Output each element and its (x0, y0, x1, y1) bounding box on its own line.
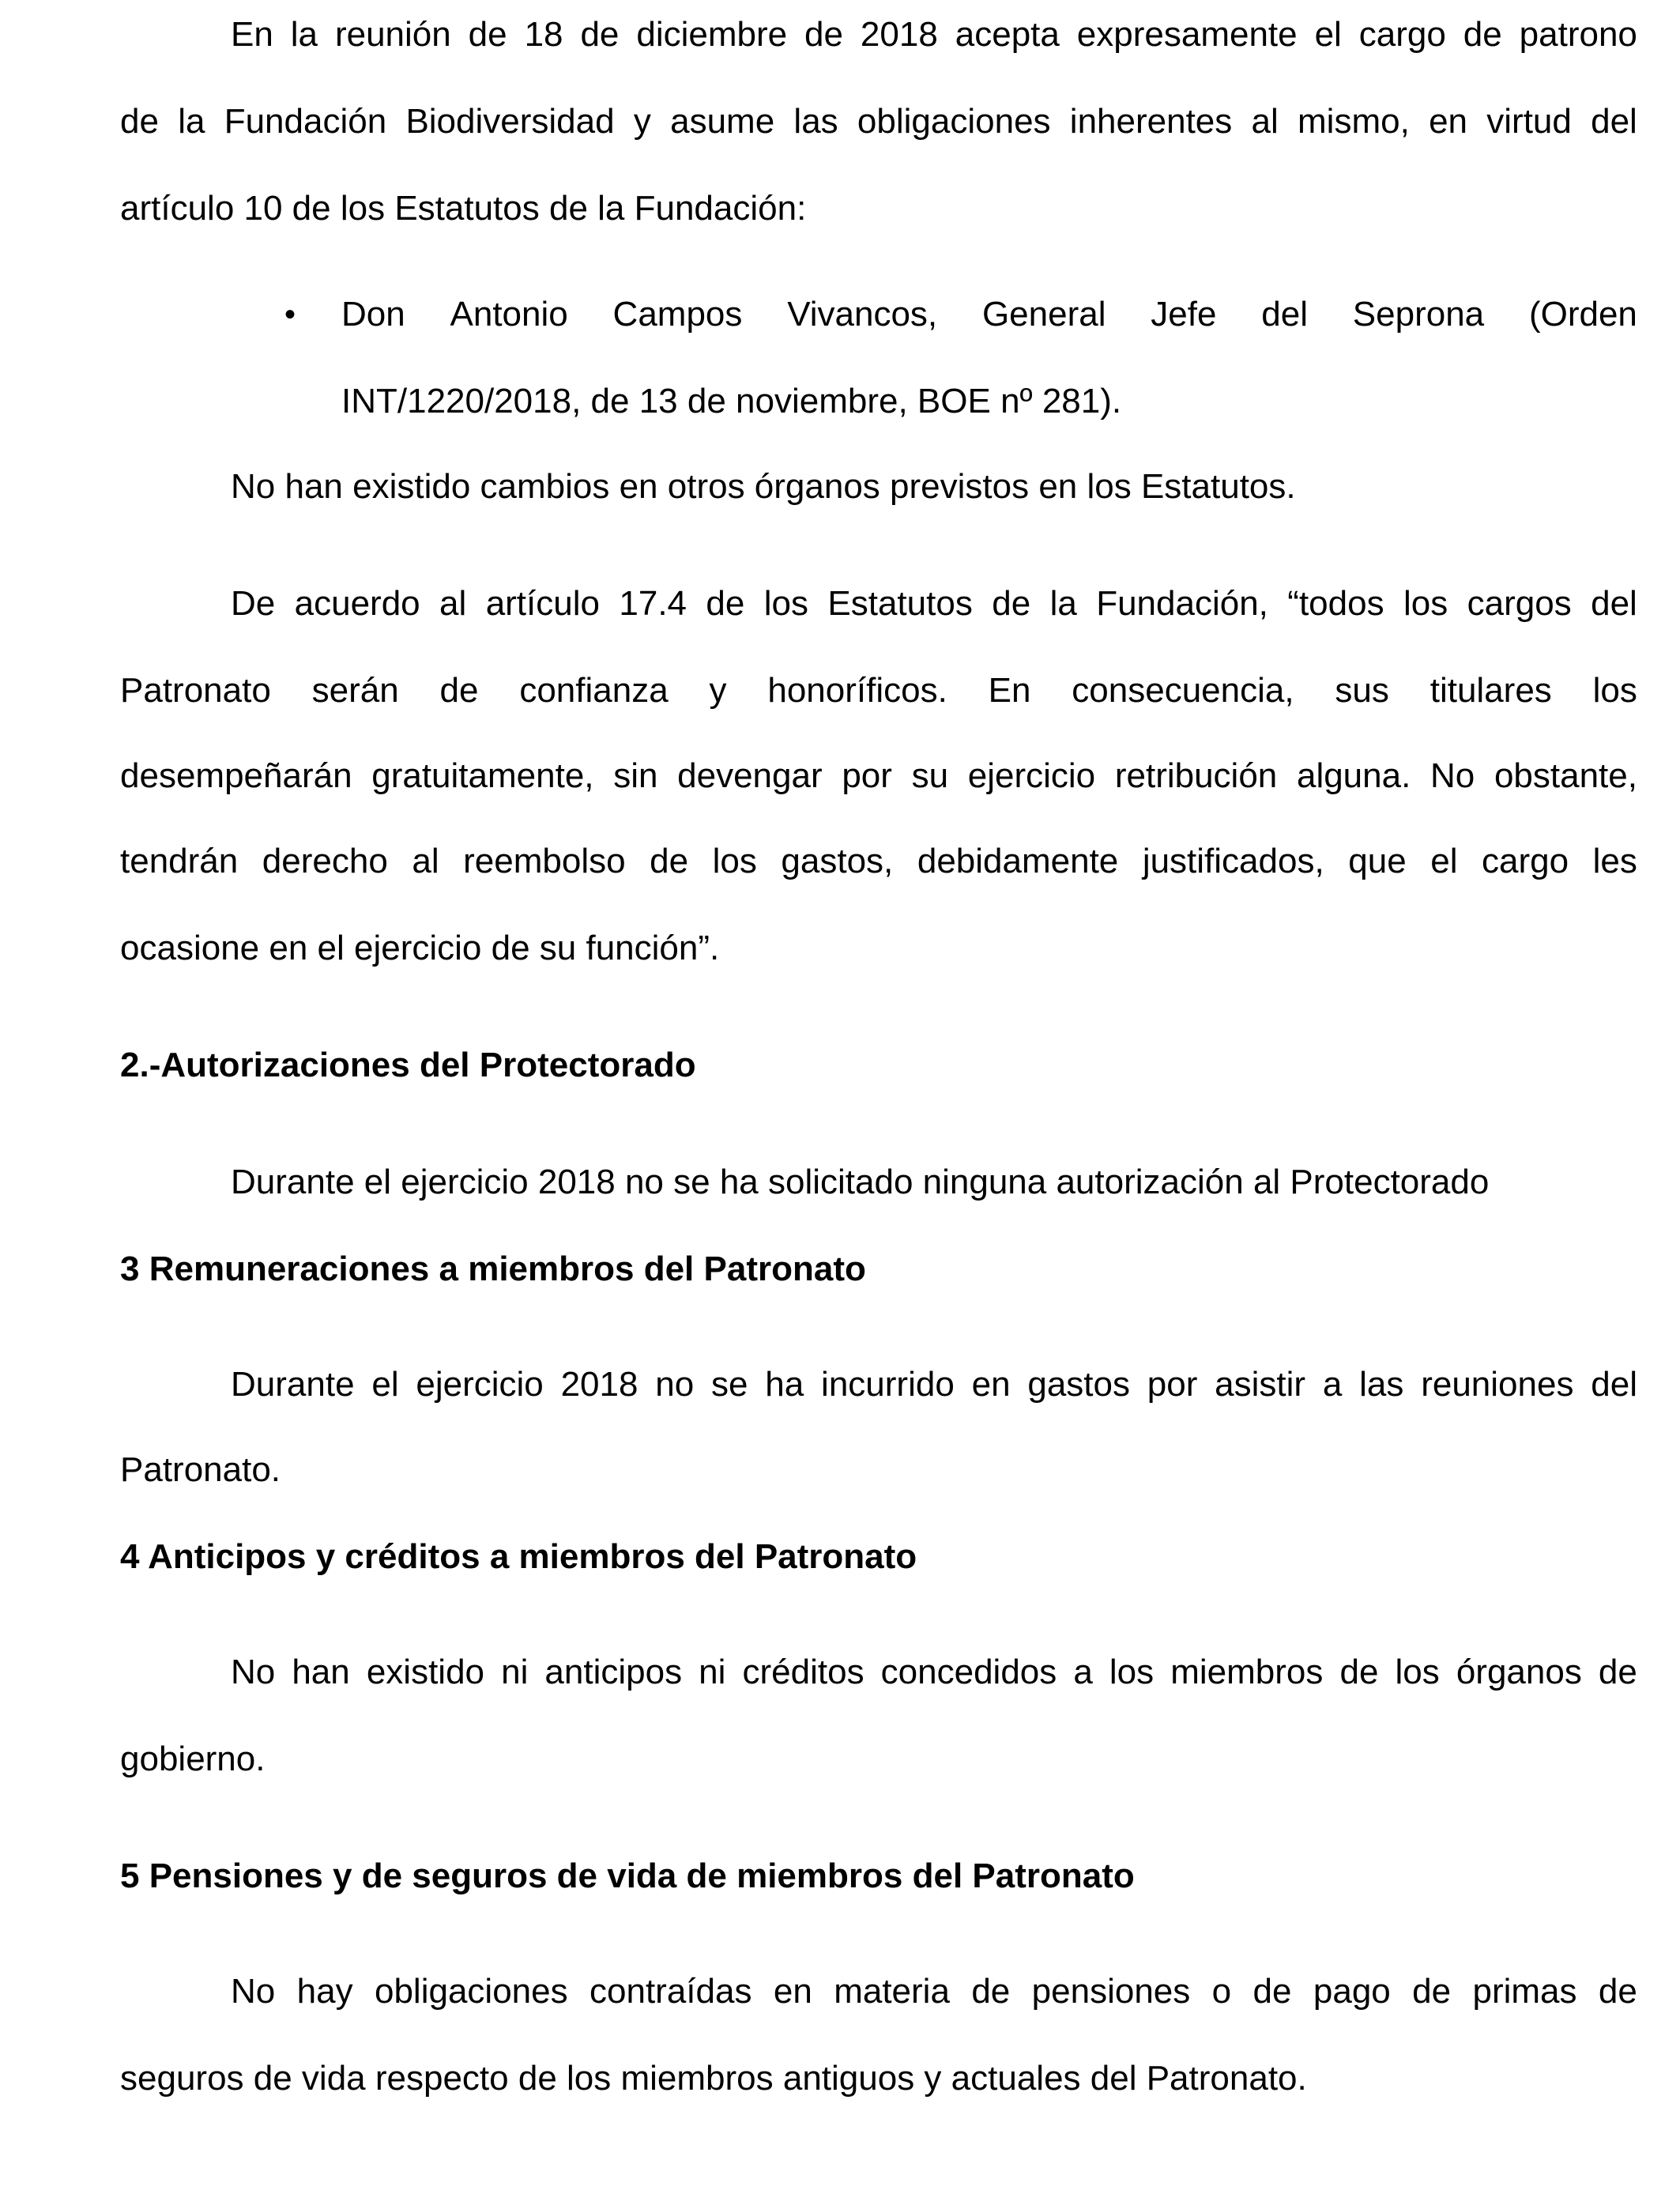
word: 2018 (860, 15, 938, 54)
word: Seprona (1352, 295, 1485, 334)
word: expresamente (1076, 15, 1298, 54)
word: No (231, 1972, 276, 2011)
word: 18 (524, 15, 563, 54)
word: honoríficos. (767, 671, 947, 710)
word: de (971, 1972, 1011, 2011)
word: el (1314, 15, 1342, 54)
paragraph-line (120, 838, 1637, 885)
word: ni (699, 1653, 726, 1691)
word: debidamente (917, 842, 1119, 880)
paragraph-line (231, 1968, 1637, 2015)
word: de (120, 102, 159, 141)
paragraph-line: gobierno. (120, 1740, 266, 1778)
word: titulares (1430, 671, 1552, 710)
word: de (804, 15, 843, 54)
word: por (1147, 1365, 1198, 1404)
section-heading: 4 Anticipos y créditos a miembros del Patronato (120, 1537, 917, 1576)
word: patrono (1519, 15, 1637, 54)
paragraph-line: seguros de vida respecto de los miembros antiguos y actuales del Patronato. (120, 2059, 1307, 2098)
word: primas (1472, 1972, 1577, 2011)
word: su (911, 756, 949, 795)
word: los (1403, 584, 1448, 623)
word: Biodiversidad (405, 102, 615, 141)
section-heading: 2.-Autorizaciones del Protectorado (120, 1046, 696, 1084)
word: la (290, 15, 318, 54)
word: no (655, 1365, 695, 1404)
word: 17.4 (619, 584, 687, 623)
word: los (1109, 1653, 1155, 1691)
word: les (1592, 842, 1637, 880)
word: del (1591, 584, 1637, 623)
word: anticipos (544, 1653, 683, 1691)
word: las (1359, 1365, 1404, 1404)
word: En (988, 671, 1031, 710)
word: obligaciones (374, 1972, 568, 2011)
bullet-line: INT/1220/2018, de 13 de noviembre, BOE nº 281). (341, 382, 1122, 420)
word: Campos (612, 295, 743, 334)
word: ni (501, 1653, 529, 1691)
word: consecuencia, (1072, 671, 1294, 710)
word: en (971, 1365, 1011, 1404)
word: de (1598, 1653, 1637, 1691)
word: en (773, 1972, 812, 2011)
paragraph-line (231, 1649, 1637, 1696)
paragraph-line: Durante el ejercicio 2018 no se ha solicitado ninguna autorización al Protectorado (231, 1163, 1490, 1201)
word: desempeñarán (120, 756, 352, 795)
paragraph-line (120, 98, 1637, 145)
word: de (1598, 1972, 1637, 2011)
word: de (1252, 1972, 1292, 2011)
word: Estatutos (827, 584, 973, 623)
word: de (1412, 1972, 1452, 2011)
word: miembros (1170, 1653, 1324, 1691)
word: 2018 (560, 1365, 638, 1404)
word: de (1339, 1653, 1379, 1691)
section-heading: 5 Pensiones y de seguros de vida de miembros del Patronato (120, 1857, 1135, 1895)
word: acepta (955, 15, 1060, 54)
word: del (1591, 102, 1637, 141)
word: obstante, (1494, 756, 1637, 795)
word: de (1463, 15, 1502, 54)
bullet-marker: • (284, 297, 296, 332)
word: hay (296, 1972, 353, 2011)
word: y (633, 102, 651, 141)
word: cargos (1467, 584, 1572, 623)
word: los (1395, 1653, 1440, 1691)
word: al (412, 842, 439, 880)
word: gratuitamente, (371, 756, 594, 795)
word: Jefe (1151, 295, 1217, 334)
word: contraídas (590, 1972, 752, 2011)
word: virtud (1486, 102, 1572, 141)
word: retribución (1114, 756, 1278, 795)
word: el (371, 1365, 399, 1404)
word: gastos (1027, 1365, 1130, 1404)
word: los (1592, 671, 1637, 710)
word: los (712, 842, 757, 880)
word: sin (613, 756, 658, 795)
word: del (1591, 1365, 1637, 1404)
word: o (1211, 1972, 1232, 2011)
word: han (292, 1653, 350, 1691)
word: órganos (1456, 1653, 1582, 1691)
word: ha (765, 1365, 804, 1404)
paragraph-line (120, 752, 1637, 800)
word: créditos (742, 1653, 864, 1691)
word: al (439, 584, 467, 623)
word: serán (311, 671, 399, 710)
word: acuerdo (294, 584, 420, 623)
word: mismo, (1298, 102, 1410, 141)
word: (Orden (1528, 295, 1637, 334)
paragraph-line (231, 1361, 1637, 1408)
word: Don (341, 295, 405, 334)
word: No (1430, 756, 1475, 795)
word: Durante (231, 1365, 355, 1404)
word: existido (366, 1653, 485, 1691)
word: se (711, 1365, 748, 1404)
word: de (439, 671, 479, 710)
paragraph-line: ocasione en el ejercicio de su función”. (120, 929, 720, 967)
word: gastos, (781, 842, 894, 880)
word: confianza (519, 671, 669, 710)
word: de (992, 584, 1031, 623)
word: de (580, 15, 620, 54)
word: diciembre (636, 15, 788, 54)
word: de (468, 15, 507, 54)
word: del (1261, 295, 1308, 334)
paragraph-line (231, 580, 1637, 628)
word: reembolso (463, 842, 626, 880)
word: No (231, 1653, 276, 1691)
word: sus (1335, 671, 1389, 710)
word: que (1348, 842, 1407, 880)
word: Antonio (450, 295, 568, 334)
word: al (1251, 102, 1279, 141)
word: pensiones (1031, 1972, 1191, 2011)
word: por (842, 756, 892, 795)
word: tendrán (120, 842, 239, 880)
word: ejercicio (416, 1365, 544, 1404)
word: “todos (1287, 584, 1384, 623)
word: a (1073, 1653, 1093, 1691)
paragraph-line (231, 11, 1637, 58)
word: derecho (262, 842, 388, 880)
word: pago (1313, 1972, 1391, 2011)
word: las (793, 102, 838, 141)
word: inherentes (1069, 102, 1233, 141)
word: devengar (677, 756, 823, 795)
word: de (650, 842, 689, 880)
paragraph-line: artículo 10 de los Estatutos de la Fundación: (120, 189, 807, 228)
word: en (1429, 102, 1468, 141)
word: En (231, 15, 273, 54)
word: la (178, 102, 205, 141)
word: justificados, (1142, 842, 1324, 880)
paragraph-line: Patronato. (120, 1450, 281, 1489)
section-heading: 3 Remuneraciones a miembros del Patronato (120, 1250, 866, 1288)
paragraph-line: No han existido cambios en otros órganos previstos en los Estatutos. (231, 467, 1296, 506)
word: artículo (485, 584, 600, 623)
word: General (981, 295, 1106, 334)
word: el (1430, 842, 1458, 880)
word: y (709, 671, 727, 710)
word: Fundación, (1096, 584, 1268, 623)
word: alguna. (1296, 756, 1411, 795)
word: materia (834, 1972, 950, 2011)
word: cargo (1482, 842, 1569, 880)
word: Patronato (120, 671, 271, 710)
paragraph-line (120, 667, 1637, 714)
word: de (706, 584, 745, 623)
word: cargo (1358, 15, 1446, 54)
word: Vivancos, (787, 295, 938, 334)
word: ejercicio (967, 756, 1096, 795)
word: reunión (334, 15, 451, 54)
word: a (1322, 1365, 1343, 1404)
word: asume (670, 102, 775, 141)
word: asistir (1215, 1365, 1306, 1404)
word: los (763, 584, 808, 623)
word: la (1049, 584, 1077, 623)
bullet-line (341, 291, 1637, 338)
word: Fundación (224, 102, 387, 141)
word: incurrido (821, 1365, 955, 1404)
word: concedidos (880, 1653, 1057, 1691)
word: reuniones (1421, 1365, 1574, 1404)
word: De (231, 584, 276, 623)
word: obligaciones (857, 102, 1051, 141)
